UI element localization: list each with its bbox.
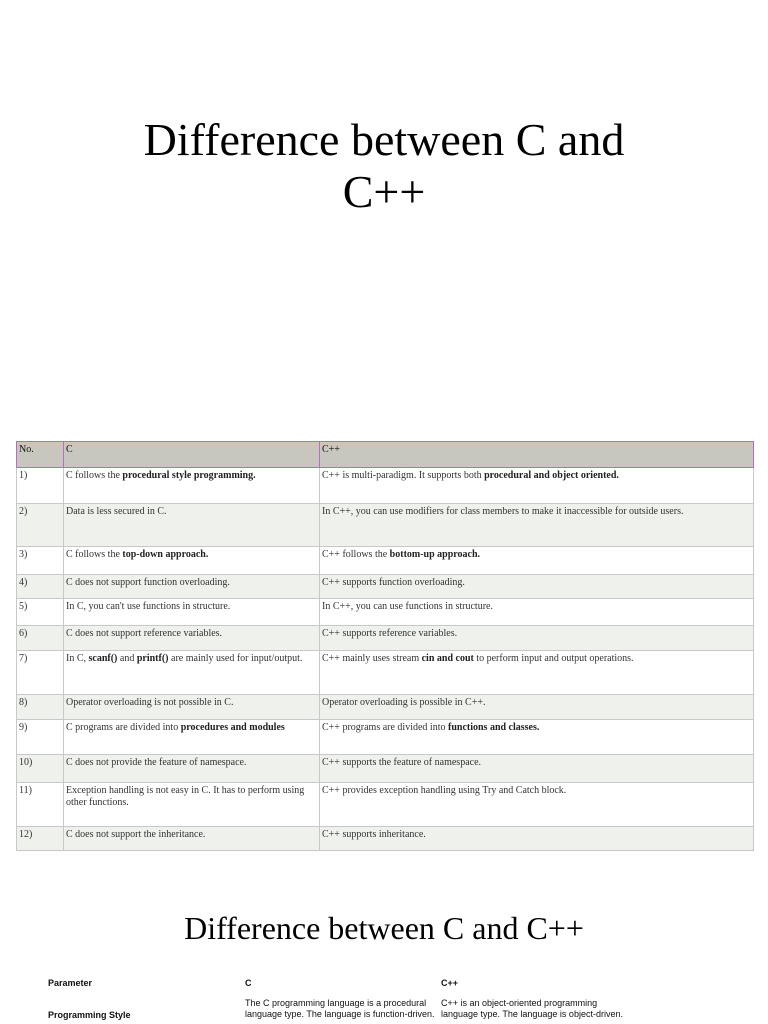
cell-cpp (320, 575, 754, 599)
cell-text: are mainly used for input/output. (168, 653, 303, 664)
param-row-cpp: C++ is an object-oriented programming language type. The language is object-driven. (441, 998, 623, 1019)
table-row (17, 504, 754, 547)
cell-bold-text: printf() (136, 653, 169, 664)
cell-no: 8) (17, 695, 64, 720)
cell-text: C does not provide the feature of namespace. (66, 757, 247, 768)
second-title: Difference between C and C++ (184, 910, 584, 946)
cell-cpp (320, 547, 754, 575)
cell-text: Operator overloading is not possible in C. (66, 697, 234, 708)
comparison-table (16, 441, 754, 851)
table-row (17, 755, 754, 783)
cell-text: C++ mainly uses stream (322, 653, 422, 664)
cell-no: 7) (17, 651, 64, 695)
table-row (17, 783, 754, 827)
cell-bold-text: bottom-up approach. (389, 549, 481, 560)
cell-bold-text: cin and cout (421, 653, 474, 664)
cell-text: C does not support the inheritance. (66, 829, 206, 840)
cell-no: 3) (17, 547, 64, 575)
cell-text: Operator overloading is possible in C++. (322, 697, 486, 708)
cell-bold-text: top-down approach. (122, 549, 209, 560)
cell-cpp (320, 827, 754, 851)
cell-text: Exception handling is not easy in C. It has to perform using other functions. (66, 785, 305, 808)
header-no: No. (17, 442, 64, 468)
param-header-cpp: C++ (441, 978, 459, 988)
table-header-row (17, 442, 754, 468)
header-cpp: C++ (320, 442, 754, 468)
cell-c (64, 651, 320, 695)
param-header-c: C (245, 978, 252, 988)
cell-bold-text: functions and classes. (447, 722, 540, 733)
cell-text: C follows the (66, 470, 123, 481)
cell-cpp (320, 720, 754, 755)
table-row (17, 720, 754, 755)
cell-cpp (320, 504, 754, 547)
cell-text: C++ is multi-paradigm. It supports both (322, 470, 485, 481)
cell-c (64, 755, 320, 783)
cell-no: 4) (17, 575, 64, 599)
cell-bold-text: procedures and modules (180, 722, 285, 733)
cell-no: 10) (17, 755, 64, 783)
cell-text: C++ supports reference variables. (322, 628, 458, 639)
cell-c (64, 626, 320, 651)
cell-text: In C, you can't use functions in structure. (66, 601, 231, 612)
cell-no: 12) (17, 827, 64, 851)
param-row-label: Programming Style (48, 1010, 131, 1020)
cell-no: 5) (17, 599, 64, 626)
cell-cpp (320, 651, 754, 695)
cell-c (64, 827, 320, 851)
table-row (17, 695, 754, 720)
cell-text: C++ follows the (322, 549, 390, 560)
cell-no: 1) (17, 468, 64, 504)
cell-text: C++ supports inheritance. (322, 829, 426, 840)
cell-cpp (320, 783, 754, 827)
cell-text: C does not support reference variables. (66, 628, 223, 639)
cell-no: 6) (17, 626, 64, 651)
cell-cpp (320, 695, 754, 720)
cell-text: to perform input and output operations. (473, 653, 634, 664)
cell-cpp (320, 599, 754, 626)
cell-text: C++ supports the feature of namespace. (322, 757, 482, 768)
cell-c (64, 599, 320, 626)
table-row (17, 599, 754, 626)
cell-text: In C++, you can use functions in structure. (322, 601, 493, 612)
slide-title-line-2: C++ (342, 166, 426, 217)
cell-text: In C, (66, 653, 89, 664)
cell-bold-text: scanf() (88, 653, 118, 664)
cell-text: and (117, 653, 137, 664)
cell-bold-text: procedural and object oriented. (484, 470, 619, 481)
table-row (17, 468, 754, 504)
cell-text: In C++, you can use modifiers for class members to make it inaccessible for outside users. (322, 506, 684, 517)
cell-text: C++ supports function overloading. (322, 577, 465, 588)
cell-no: 11) (17, 783, 64, 827)
table-row (17, 575, 754, 599)
cell-text: C++ provides exception handling using Try and Catch block. (322, 785, 567, 796)
slide-title (0, 114, 768, 218)
cell-c (64, 504, 320, 547)
table-row (17, 626, 754, 651)
cell-c (64, 720, 320, 755)
param-row-c: The C programming language is a procedural language type. The language is function-driven. (245, 998, 435, 1019)
cell-cpp (320, 468, 754, 504)
cell-text: C++ programs are divided into (322, 722, 448, 733)
cell-cpp (320, 755, 754, 783)
cell-c (64, 695, 320, 720)
cell-c (64, 468, 320, 504)
slide-title-line-1: Difference between C and (143, 114, 625, 165)
cell-bold-text: procedural style programming. (122, 470, 256, 481)
table-row (17, 547, 754, 575)
table-row (17, 651, 754, 695)
cell-no: 2) (17, 504, 64, 547)
param-header-parameter: Parameter (48, 978, 93, 988)
cell-text: C does not support function overloading. (66, 577, 230, 588)
cell-text: Data is less secured in C. (66, 506, 167, 517)
cell-c (64, 575, 320, 599)
cell-no: 9) (17, 720, 64, 755)
header-c: C (64, 442, 320, 468)
cell-c (64, 783, 320, 827)
cell-c (64, 547, 320, 575)
cell-text: C programs are divided into (66, 722, 181, 733)
table-row (17, 827, 754, 851)
cell-cpp (320, 626, 754, 651)
cell-text: C follows the (66, 549, 123, 560)
